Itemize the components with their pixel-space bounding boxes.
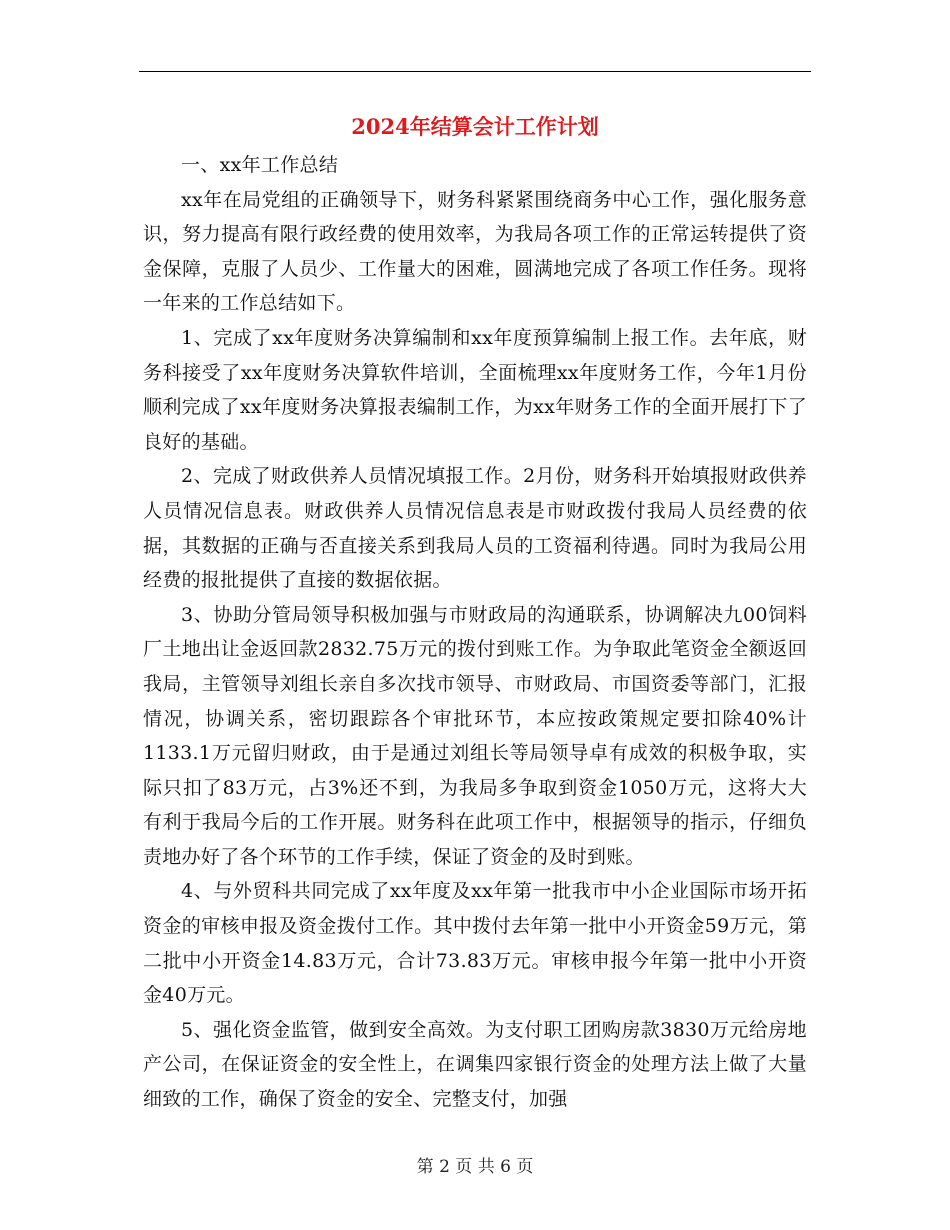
- document-title: 2024年结算会计工作计划: [351, 114, 599, 139]
- item-3-paragraph: 3、协助分管局领导积极加强与市财政局的沟通联系，协调解决九00饲料厂土地出让金返回款2832.75万元的拨付到账工作。为争取此笔资金全额返回我局，主管领导刘组长亲自多次找市领导、市财政局、市国资委等部门，汇报情况，协调关系，密切跟踪各个审批环节，本应按政策规定要扣除40%计1133.1万元留归财政，由于是通过刘组长等局领导卓有成效的积极争取，实际只扣了83万元，占3%还不到，为我局多争取到资金1050万元，这将大大有利于我局今后的工作开展。财务科在此项工作中，根据领导的指示，仔细负责地办好了各个环节的工作手续，保证了资金的及时到账。: [143, 603, 807, 868]
- header-rule: [139, 71, 811, 72]
- item-5-paragraph: 5、强化资金监管，做到安全高效。为支付职工团购房款3830万元给房地产公司，在保证资金的安全性上，在调集四家银行资金的处理方法上做了大量细致的工作，确保了资金的安全、完整支付，加强: [143, 1018, 807, 1111]
- section-heading: 一、xx年工作总结: [181, 154, 339, 176]
- document-body: [143, 148, 807, 1117]
- item-2-paragraph: 2、完成了财政供养人员情况填报工作。2月份，财务科开始填报财政供养人员情况信息表。财政供养人员情况信息表是市财政拨付我局人员经费的依据，其数据的正确与否直接关系到我局人员的工资福利待遇。同时为我局公用经费的报批提供了直接的数据依据。: [143, 465, 807, 592]
- item-4-paragraph: 4、与外贸科共同完成了xx年度及xx年第一批我市中小企业国际市场开拓资金的审核申报及资金拨付工作。其中拨付去年第一批中小开资金59万元，第二批中小开资金14.83万元，合计73.83万元。审核申报今年第一批中小开资金40万元。: [143, 880, 807, 1007]
- summary-paragraph: xx年在局党组的正确领导下，财务科紧紧围绕商务中心工作，强化服务意识，努力提高有限行政经费的使用效率，为我局各项工作的正常运转提供了资金保障，克服了人员少、工作量大的困难，圆满地完成了各项工作任务。现将一年来的工作总结如下。: [143, 188, 807, 315]
- page-number: 第 2 页 共 6 页: [416, 1157, 534, 1177]
- item-1-paragraph: 1、完成了xx年度财务决算编制和xx年度预算编制上报工作。去年底，财务科接受了xx年度财务决算软件培训，全面梳理xx年度财务工作，今年1月份顺利完成了xx年度财务决算报表编制工作，为xx年财务工作的全面开展打下了良好的基础。: [143, 326, 807, 453]
- page-footer: [0, 1152, 950, 1177]
